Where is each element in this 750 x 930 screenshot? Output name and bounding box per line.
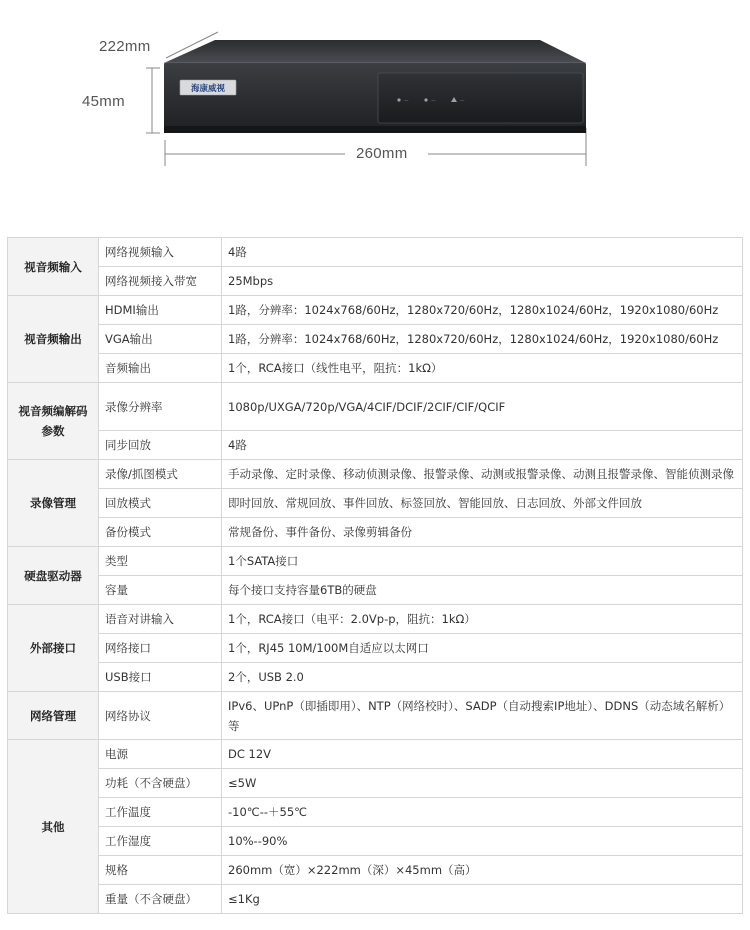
spec-row	[8, 547, 743, 576]
spec-param: 工作湿度	[99, 827, 222, 856]
spec-param: 重量（不含硬盘）	[99, 885, 222, 914]
spec-value: 4路	[222, 238, 743, 267]
spec-category: 视音频输出	[8, 296, 99, 383]
spec-param: 电源	[99, 740, 222, 769]
spec-table	[7, 237, 743, 914]
spec-row	[8, 238, 743, 267]
spec-value: 1个，RCA接口（电平：2.0Vp-p，阻抗：1kΩ）	[222, 605, 743, 634]
spec-param: 音频输出	[99, 354, 222, 383]
height-dimension-label: 45mm	[82, 93, 125, 110]
spec-value: 10%--90%	[222, 827, 743, 856]
spec-value: 4路	[222, 431, 743, 460]
status-led-icon	[424, 98, 427, 101]
spec-row	[8, 856, 743, 885]
spec-value: 1080p/UXGA/720p/VGA/4CIF/DCIF/2CIF/CIF/QCIF	[222, 383, 743, 431]
spec-param: 网络视频输入	[99, 238, 222, 267]
spec-param: 工作温度	[99, 798, 222, 827]
svg-text:—: —	[460, 99, 465, 104]
spec-row	[8, 798, 743, 827]
spec-value: 1个SATA接口	[222, 547, 743, 576]
spec-value: 1个，RCA接口（线性电平，阻抗：1kΩ）	[222, 354, 743, 383]
spec-value: 即时回放、常规回放、事件回放、标签回放、智能回放、日志回放、外部文件回放	[222, 489, 743, 518]
svg-text:—: —	[431, 99, 436, 104]
spec-param: 网络接口	[99, 634, 222, 663]
spec-row	[8, 489, 743, 518]
spec-param: 录像/抓图模式	[99, 460, 222, 489]
spec-value: 1个，RJ45 10M/100M自适应以太网口	[222, 634, 743, 663]
spec-param: 类型	[99, 547, 222, 576]
spec-param: 录像分辨率	[99, 383, 222, 431]
spec-value: 2个，USB 2.0	[222, 663, 743, 692]
spec-param: 功耗（不含硬盘）	[99, 769, 222, 798]
spec-value: 25Mbps	[222, 267, 743, 296]
spec-category: 录像管理	[8, 460, 99, 547]
spec-category: 外部接口	[8, 605, 99, 692]
spec-table-body	[8, 238, 743, 914]
spec-param: 规格	[99, 856, 222, 885]
svg-text:—: —	[404, 99, 409, 104]
spec-row	[8, 296, 743, 325]
spec-value: 1路，分辨率：1024x768/60Hz，1280x720/60Hz，1280x1024/60Hz，1920x1080/60Hz	[222, 296, 743, 325]
spec-value: 常规备份、事件备份、录像剪辑备份	[222, 518, 743, 547]
spec-row	[8, 769, 743, 798]
spec-category: 网络管理	[8, 692, 99, 740]
spec-value: 260mm（宽）×222mm（深）×45mm（高）	[222, 856, 743, 885]
spec-row	[8, 576, 743, 605]
spec-param: 容量	[99, 576, 222, 605]
spec-row	[8, 740, 743, 769]
spec-value: IPv6、UPnP（即插即用）、NTP（网络校时）、SADP（自动搜索IP地址）、DDNS（动态域名解析）等	[222, 692, 743, 740]
spec-value: 1路，分辨率：1024x768/60Hz，1280x720/60Hz，1280x1024/60Hz，1920x1080/60Hz	[222, 325, 743, 354]
spec-row	[8, 663, 743, 692]
spec-row	[8, 634, 743, 663]
depth-dimension-label: 222mm	[99, 38, 151, 55]
spec-row	[8, 692, 743, 740]
spec-param: 网络视频接入带宽	[99, 267, 222, 296]
spec-row	[8, 827, 743, 856]
spec-value: ≤1Kg	[222, 885, 743, 914]
spec-param: 网络协议	[99, 692, 222, 740]
spec-row	[8, 383, 743, 431]
spec-param: 备份模式	[99, 518, 222, 547]
spec-row	[8, 460, 743, 489]
spec-category: 硬盘驱动器	[8, 547, 99, 605]
brand-logo: 海康威视	[190, 84, 226, 94]
spec-row	[8, 354, 743, 383]
spec-param: 同步回放	[99, 431, 222, 460]
spec-value: -10℃--＋55℃	[222, 798, 743, 827]
spec-param: 语音对讲输入	[99, 605, 222, 634]
spec-row	[8, 885, 743, 914]
spec-param: USB接口	[99, 663, 222, 692]
spec-value: DC 12V	[222, 740, 743, 769]
spec-param: VGA输出	[99, 325, 222, 354]
spec-row	[8, 267, 743, 296]
width-dimension-label: 260mm	[356, 145, 408, 162]
spec-value: 手动录像、定时录像、移动侦测录像、报警录像、动测或报警录像、动测且报警录像、智能侦测录像	[222, 460, 743, 489]
spec-param: 回放模式	[99, 489, 222, 518]
spec-row	[8, 325, 743, 354]
spec-category: 其他	[8, 740, 99, 914]
spec-value: ≤5W	[222, 769, 743, 798]
spec-row	[8, 605, 743, 634]
power-led-icon	[397, 98, 400, 101]
spec-row	[8, 518, 743, 547]
spec-row	[8, 431, 743, 460]
spec-param: HDMI输出	[99, 296, 222, 325]
spec-category: 视音频输入	[8, 238, 99, 296]
spec-category: 视音频编解码参数	[8, 383, 99, 460]
spec-value: 每个接口支持容量6TB的硬盘	[222, 576, 743, 605]
product-figure	[0, 0, 750, 180]
